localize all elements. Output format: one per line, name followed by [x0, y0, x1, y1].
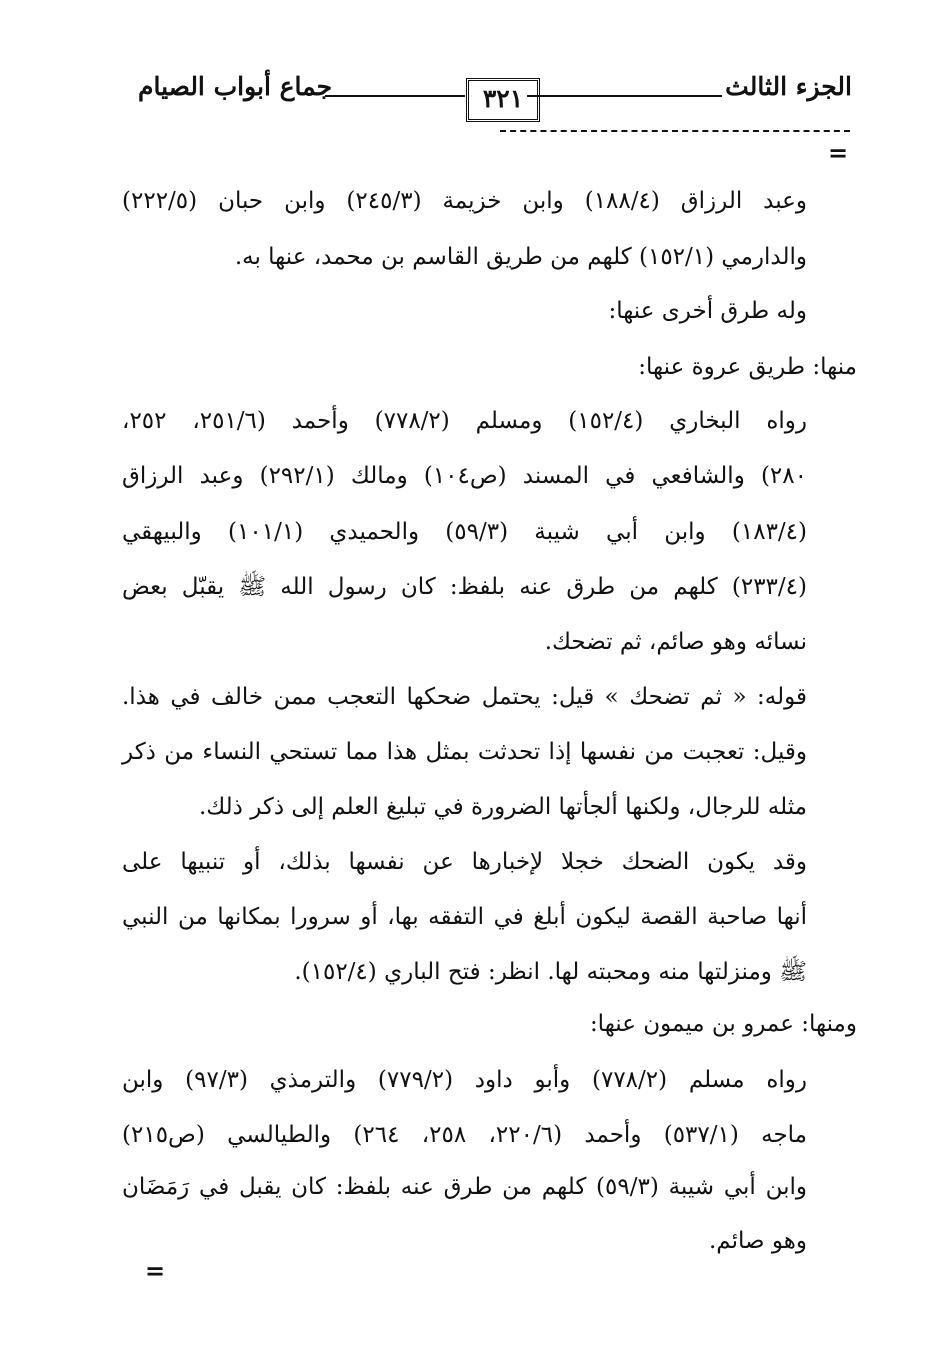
- text-line: أنها صاحبة القصة ليكون أبلغ في التفقه بها، أو سرورا بمكانها من النبي: [122, 904, 807, 930]
- page-header: [130, 70, 852, 130]
- text-line: وهو صائم.: [709, 1228, 807, 1254]
- text-line: ومنها: عمرو بن ميمون عنها:: [589, 1011, 857, 1037]
- header-rule-left: [325, 95, 465, 97]
- text-line: نسائه وهو صائم، ثم تضحك.: [544, 629, 807, 655]
- text-line: وابن أبي شيبة (٥٩/٣) كلهم من طرق عنه بلفظ: كان يقبل في رَمَضَان: [122, 1174, 807, 1200]
- text-line: رواه مسلم (٧٧٨/٢) وأبو داود (٧٧٩/٢) والترمذي (٩٧/٣) وابن: [122, 1067, 807, 1093]
- chapter-title: جماع أبواب الصيام: [138, 72, 333, 101]
- text-line: ﷺ ومنزلتها منه ومحبته لها. انظر: فتح الباري (١٥٢/٤).: [294, 959, 807, 985]
- text-line: (٢٣٣/٤) كلهم من طرق عنه بلفظ: كان رسول الله ﷺ يقبّل بعض: [122, 574, 807, 600]
- continuation-mark-bottom: =: [145, 1256, 166, 1285]
- header-rule-right: [527, 95, 722, 97]
- continuation-mark-top: =: [828, 138, 849, 167]
- text-line: وقيل: تعجبت من نفسها إذا تحدثت بمثل هذا مما تستحي النساء من ذكر: [122, 739, 807, 765]
- text-line: منها: طريق عروة عنها:: [638, 354, 857, 380]
- text-line: وقد يكون الضحك خجلا لإخبارها عن نفسها بذلك، أو تنبيها على: [122, 849, 807, 875]
- volume-label: الجزء الثالث: [725, 72, 852, 101]
- text-line: والدارمي (١٥٢/١) كلهم من طريق القاسم بن محمد، عنها به.: [234, 244, 807, 270]
- text-line: ماجه (٥٣٧/١) وأحمد (٢٢٠/٦، ٢٥٨، ٢٦٤) والطيالسي (ص٢١٥): [122, 1122, 807, 1148]
- text-line: مثله للرجال، ولكنها ألجأتها الضرورة في تبليغ العلم إلى ذكر ذلك.: [198, 794, 807, 820]
- page-number: ٣٢١: [466, 78, 540, 122]
- text-line: وله طرق أخرى عنها:: [608, 298, 807, 324]
- text-line: (١٨٣/٤) وابن أبي شيبة (٥٩/٣) والحميدي (١٠١/١) والبيهقي: [122, 519, 808, 545]
- text-line: قوله: « ثم تضحك » قيل: يحتمل ضحكها التعجب ممن خالف في هذا.: [122, 684, 807, 710]
- text-line: ٢٨٠) والشافعي في المسند (ص١٠٤) ومالك (٢٩٢/١) وعبد الرزاق: [122, 463, 807, 489]
- text-line: رواه البخاري (١٥٢/٤) ومسلم (٧٧٨/٢) وأحمد (٢٥١/٦، ٢٥٢،: [122, 408, 808, 434]
- dashed-separator: [500, 130, 850, 132]
- text-line: وعبد الرزاق (١٨٨/٤) وابن خزيمة (٢٤٥/٣) وابن حبان (٢٢٢/٥): [122, 188, 808, 214]
